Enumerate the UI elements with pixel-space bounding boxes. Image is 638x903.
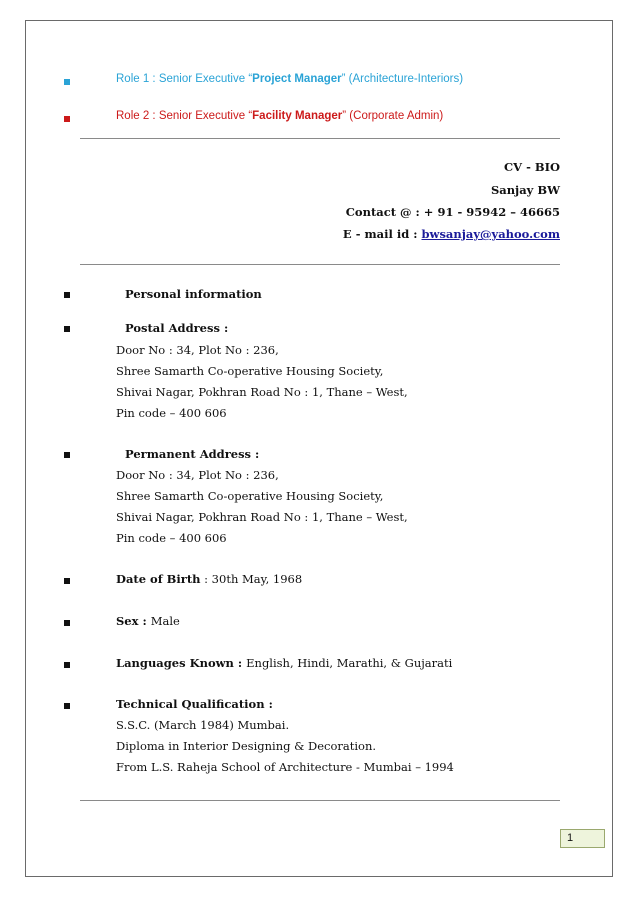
role-1 bbox=[116, 73, 463, 85]
postal-line: Pin code – 400 606 bbox=[116, 406, 227, 420]
email-line bbox=[343, 227, 560, 241]
email-label: E - mail id : bbox=[342, 227, 422, 241]
permanent-line: Shree Samarth Co-operative Housing Society, bbox=[116, 489, 384, 503]
role-1-title: Project Manager bbox=[252, 73, 342, 85]
sex bbox=[116, 614, 180, 628]
email-link[interactable]: bwsanjay@yahoo.com bbox=[421, 227, 560, 241]
permanent-line: Pin code – 400 606 bbox=[116, 531, 227, 545]
postal-address-label: Postal Address : bbox=[125, 321, 229, 335]
square-bullet-icon bbox=[64, 326, 70, 332]
role-1-suffix: ” (Architecture-Interiors) bbox=[341, 73, 464, 85]
dob-value: : 30th May, 1968 bbox=[200, 572, 303, 586]
square-bullet-icon bbox=[64, 620, 70, 626]
technical-line: S.S.C. (March 1984) Mumbai. bbox=[116, 718, 290, 732]
technical-line: From L.S. Raheja School of Architecture - Mumbai – 1994 bbox=[116, 760, 454, 774]
role-2-suffix: ” (Corporate Admin) bbox=[342, 110, 444, 122]
square-bullet-icon bbox=[64, 79, 70, 85]
sex-value: Male bbox=[150, 614, 180, 628]
date-of-birth bbox=[116, 572, 302, 586]
square-bullet-icon bbox=[64, 116, 70, 122]
postal-line: Door No : 34, Plot No : 236, bbox=[116, 343, 279, 357]
permanent-line: Shivai Nagar, Pokhran Road No : 1, Thane – West, bbox=[116, 510, 408, 524]
contact-number: Contact @ : + 91 - 95942 – 46665 bbox=[345, 205, 560, 219]
square-bullet-icon bbox=[64, 292, 70, 298]
candidate-name: Sanjay BW bbox=[490, 183, 560, 197]
role-1-prefix: Role 1 : Senior Executive “ bbox=[116, 73, 253, 85]
square-bullet-icon bbox=[64, 703, 70, 709]
section-personal-info: Personal information bbox=[125, 287, 262, 301]
divider bbox=[80, 264, 560, 265]
page-number: 1 bbox=[560, 829, 605, 848]
postal-line: Shree Samarth Co-operative Housing Society, bbox=[116, 364, 384, 378]
permanent-line: Door No : 34, Plot No : 236, bbox=[116, 468, 279, 482]
divider bbox=[80, 800, 560, 801]
postal-line: Shivai Nagar, Pokhran Road No : 1, Thane – West, bbox=[116, 385, 408, 399]
square-bullet-icon bbox=[64, 662, 70, 668]
dob-label: Date of Birth bbox=[116, 572, 201, 586]
technical-line: Diploma in Interior Designing & Decoration. bbox=[116, 739, 377, 753]
role-2 bbox=[116, 110, 443, 122]
divider bbox=[80, 138, 560, 139]
permanent-address-label: Permanent Address : bbox=[125, 447, 260, 461]
role-2-prefix: Role 2 : Senior Executive “ bbox=[116, 110, 253, 122]
languages-label: Languages Known : bbox=[116, 656, 247, 670]
role-2-title: Facility Manager bbox=[252, 110, 343, 122]
technical-qualification-label: Technical Qualification : bbox=[116, 697, 273, 711]
languages-value: English, Hindi, Marathi, & Gujarati bbox=[246, 656, 453, 670]
languages-known bbox=[116, 656, 452, 670]
square-bullet-icon bbox=[64, 452, 70, 458]
sex-label: Sex : bbox=[116, 614, 151, 628]
doc-type: CV - BIO bbox=[504, 160, 560, 174]
square-bullet-icon bbox=[64, 578, 70, 584]
